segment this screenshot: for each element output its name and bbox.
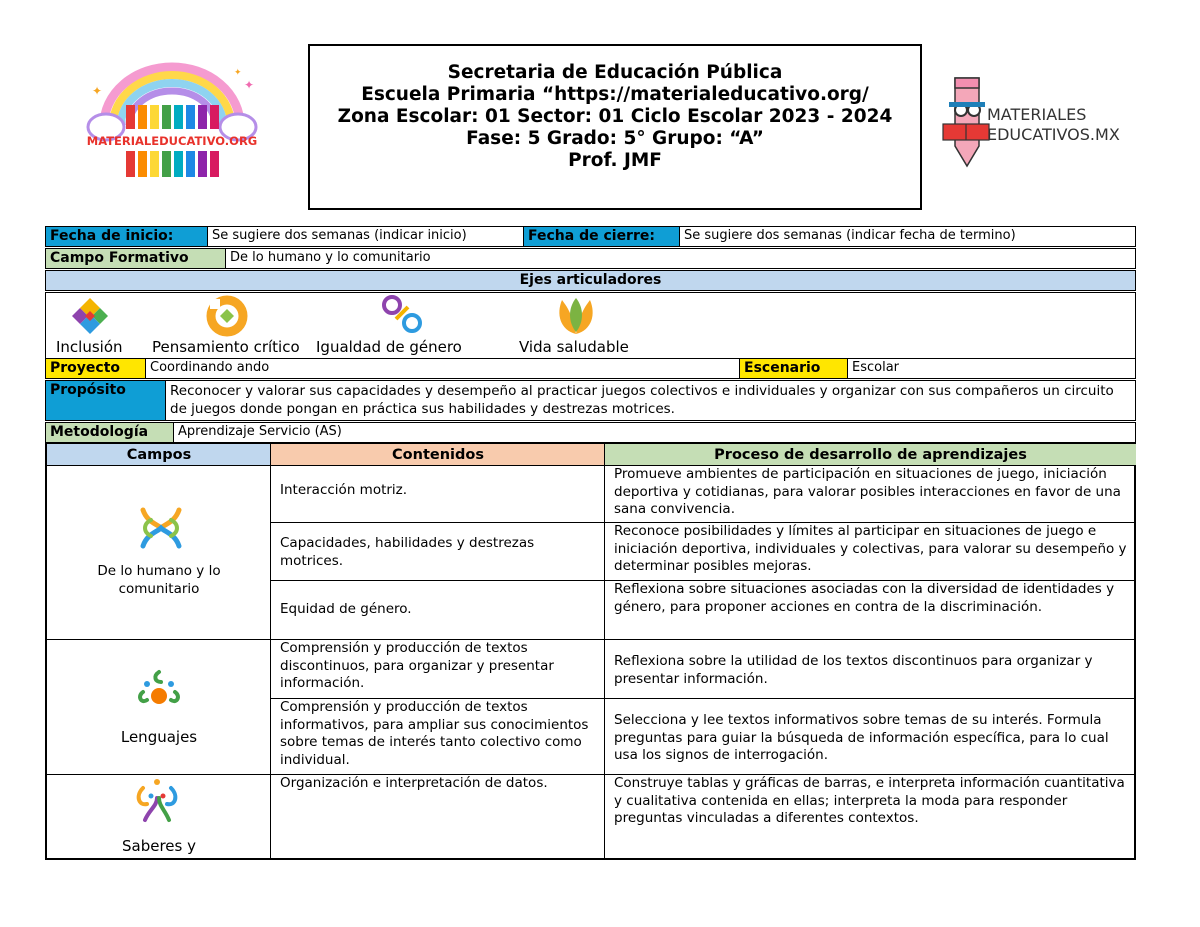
eje-label-healthy-life: Vida saludable <box>519 338 629 356</box>
title-line-3: Zona Escolar: 01 Sector: 01 Ciclo Escolar 2023 - 2024 <box>337 106 893 127</box>
formative-field-value: De lo humano y lo comunitario <box>230 250 431 265</box>
svg-text:✦: ✦ <box>234 68 242 78</box>
purpose-value: Reconocer y valorar sus capacidades y desempeño al practicar juegos colectivos e individuales y organizar con sus compañeros un circuito de juegos donde pongan en práctica sus habilidades y destrezas motrices. <box>170 383 1114 417</box>
inclusion-icon <box>70 296 110 340</box>
end-date-value: Se sugiere dos semanas (indicar fecha de termino) <box>684 228 1016 243</box>
human-community-icon <box>137 504 185 556</box>
healthy-life-icon <box>554 294 598 342</box>
ejes-header: Ejes articuladores <box>45 270 1136 291</box>
logo-left-text: MATERIALEDUCATIVO.ORG <box>86 134 258 148</box>
planning-sheet <box>45 226 1136 860</box>
svg-text:✦: ✦ <box>244 78 255 92</box>
methodology-row <box>45 422 1136 443</box>
proceso-4: Reflexiona sobre la utilidad de los textos discontinuos para organizar y presentar información. <box>614 653 1093 687</box>
project-label: Proyecto <box>46 359 146 378</box>
campo-languages: Lenguajes <box>120 728 198 746</box>
school-header-box <box>308 44 922 210</box>
svg-text:✦: ✦ <box>92 84 103 98</box>
purpose-row <box>45 380 1136 421</box>
header-contenidos: Contenidos <box>271 444 605 466</box>
formative-field-row <box>45 248 1136 269</box>
title-line-1: Secretaria de Educación Pública <box>447 62 783 83</box>
contenido-5: Comprensión y producción de textos informativos, para ampliar sus conocimientos sobre temas de interés tanto colectivo como individual. <box>280 699 589 768</box>
contenido-4: Comprensión y producción de textos discontinuos, para organizar y presentar información. <box>280 640 554 691</box>
proceso-2: Reconoce posibilidades y límites al participar en situaciones de juego e iniciación deportiva, individuales y colectivas, para valorar su desempeño y determinar posibles mejoras. <box>614 523 1127 574</box>
knowledge-icon <box>131 776 183 830</box>
contenido-6: Organización e interpretación de datos. <box>280 775 548 791</box>
proceso-1: Promueve ambientes de participación en situaciones de juego, iniciación deportiva y cotidianas, para valorar posibles interacciones en favor de una sana convivencia. <box>614 466 1121 517</box>
title-line-2: Escuela Primaria “https://materialeducativo.org/ <box>361 84 869 105</box>
contenido-3: Equidad de género. <box>280 601 412 617</box>
methodology-value: Aprendizaje Servicio (AS) <box>178 424 342 439</box>
eje-label-gender-equality: Igualdad de género <box>316 338 462 356</box>
start-date-value: Se sugiere dos semanas (indicar inicio) <box>208 227 524 246</box>
contenido-1: Interacción motriz. <box>280 482 408 498</box>
learning-grid <box>45 443 1136 860</box>
campo-human-community: De lo humano y lo comunitario <box>97 563 221 597</box>
eje-label-critical-thinking: Pensamiento crítico <box>152 338 300 356</box>
proceso-5: Selecciona y lee textos informativos sobre temas de su interés. Formula preguntas para guiar la búsqueda de información específica, para lo cual usa los signos de interrogación. <box>614 712 1109 763</box>
header-proceso: Proceso de desarrollo de aprendizajes <box>605 444 1136 466</box>
dates-row <box>45 226 1136 247</box>
materialeducativo-logo <box>84 55 260 183</box>
contenido-2: Capacidades, habilidades y destrezas motrices. <box>280 535 535 569</box>
end-date-label: Fecha de cierre: <box>524 227 680 246</box>
scenario-label: Escenario <box>740 359 848 378</box>
project-value: Coordinando ando <box>146 359 740 378</box>
gender-equality-icon <box>380 293 424 341</box>
materiales-educativos-logo <box>935 68 1145 168</box>
formative-field-label: Campo Formativo <box>46 249 226 268</box>
purpose-label: Propósito <box>46 381 166 420</box>
proceso-3: Reflexiona sobre situaciones asociadas con la diversidad de identidades y género, para proponer acciones en contra de la discriminación. <box>614 581 1115 615</box>
campo-knowledge: Saberes y <box>122 837 196 855</box>
scenario-value: Escolar <box>852 360 900 375</box>
start-date-label: Fecha de inicio: <box>46 227 208 246</box>
proceso-6: Construye tablas y gráficas de barras, e interpreta información cuantitativa y cualitativa contenida en ellas; interpreta la moda para responder preguntas vinculadas a diferentes contextos. <box>614 775 1125 826</box>
project-row <box>45 358 1136 379</box>
title-line-5: Prof. JMF <box>568 150 662 171</box>
header-campos: Campos <box>47 444 271 466</box>
logo-right-line-2: EDUCATIVOS.MX <box>987 125 1120 144</box>
title-line-4: Fase: 5 Grado: 5° Grupo: “A” <box>466 128 764 149</box>
methodology-label: Metodología <box>46 423 174 442</box>
eje-label-inclusion: Inclusión <box>56 338 123 356</box>
critical-thinking-icon <box>206 295 248 341</box>
languages-icon <box>133 668 185 724</box>
logo-right-line-1: MATERIALES <box>987 105 1087 124</box>
ejes-row <box>45 292 1136 358</box>
